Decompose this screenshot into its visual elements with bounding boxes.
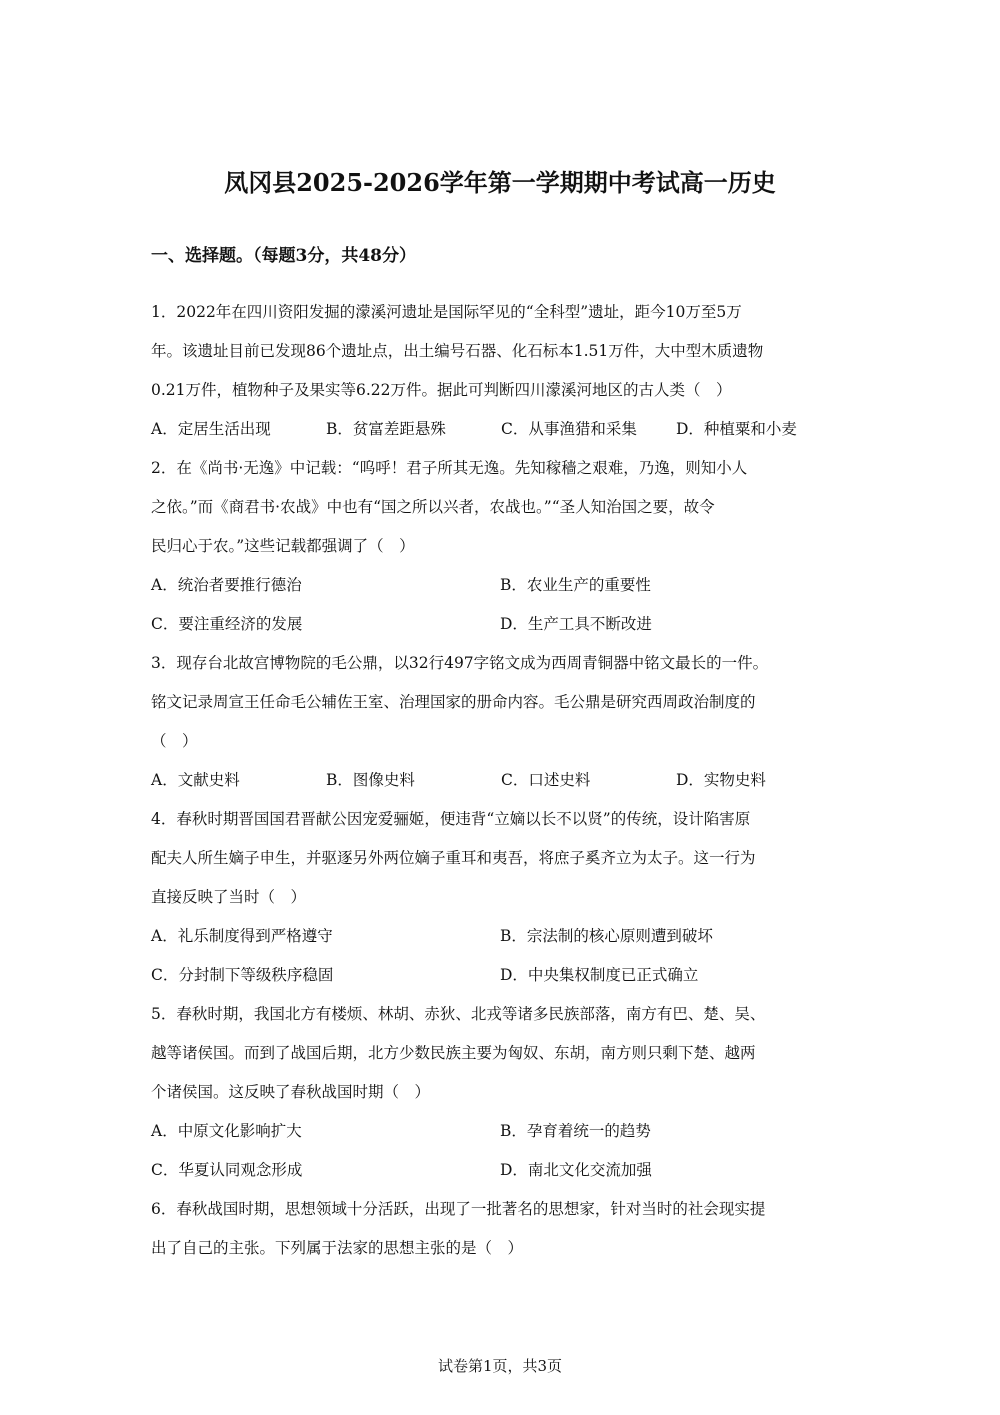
question-text-line: 6．春秋战国时期，思想领域十分活跃，出现了一批著名的思想家，针对当时的社会现实提 — [151, 1200, 766, 1218]
page-title: 凤冈县2025-2026学年第一学期期中考试高一历史 — [224, 168, 776, 197]
question-text-line: 年。该遗址目前已发现86个遗址点，出土编号石器、化石标本1.51万件，大中型木质遗物 — [151, 342, 764, 360]
option-row — [151, 1151, 851, 1190]
question-text-line: 2．在《尚书·无逸》中记载：“呜呼！君子所其无逸。先知稼穑之艰难，乃逸，则知小人 — [151, 459, 748, 477]
question-2 — [151, 449, 851, 644]
question-list — [151, 293, 851, 1268]
option-row — [151, 410, 851, 449]
option-a: A．文献史料 — [151, 771, 240, 789]
question-5 — [151, 995, 851, 1190]
option-a: A．中原文化影响扩大 — [151, 1122, 302, 1140]
option-b: B．贫富差距悬殊 — [326, 420, 446, 438]
option-row — [151, 1112, 851, 1151]
question-text-line: 直接反映了当时（ ） — [151, 888, 307, 906]
option-d: D．生产工具不断改进 — [500, 615, 652, 633]
question-1 — [151, 293, 851, 449]
option-b: B．图像史料 — [326, 771, 415, 789]
option-a: A．定居生活出现 — [151, 420, 271, 438]
option-d: D．南北文化交流加强 — [500, 1161, 652, 1179]
option-row — [151, 761, 851, 800]
option-row — [151, 566, 851, 605]
option-b: B．宗法制的核心原则遭到破坏 — [500, 927, 713, 945]
option-a: A．统治者要推行德治 — [151, 576, 302, 594]
question-4 — [151, 800, 851, 995]
option-d: D．实物史料 — [676, 771, 766, 789]
option-c: C．分封制下等级秩序稳固 — [151, 966, 334, 984]
question-text-line: 铭文记录周宣王任命毛公辅佐王室、治理国家的册命内容。毛公鼎是研究西周政治制度的 — [151, 693, 756, 711]
question-text-line: 民归心于农。”这些记载都强调了（ ） — [151, 537, 415, 555]
question-text-line: 配夫人所生嫡子申生，并驱逐另外两位嫡子重耳和夷吾，将庶子奚齐立为太子。这一行为 — [151, 849, 756, 867]
option-row — [151, 605, 851, 644]
question-6 — [151, 1190, 851, 1268]
question-text-line: 5．春秋时期，我国北方有楼烦、林胡、赤狄、北戎等诸多民族部落，南方有巴、楚、吴、 — [151, 1005, 766, 1023]
question-text-line: 3．现存台北故宫博物院的毛公鼎，以32行497字铭文成为西周青铜器中铭文最长的一件。 — [151, 654, 769, 672]
question-text-line: （ ） — [151, 732, 198, 750]
question-text-line: 之依。”而《商君书·农战》中也有“国之所以兴者，农战也。”“圣人知治国之要，故令 — [151, 498, 715, 516]
option-c: C．要注重经济的发展 — [151, 615, 303, 633]
option-d: D．种植粟和小麦 — [676, 420, 797, 438]
question-text-line: 出了自己的主张。下列属于法家的思想主张的是（ ） — [151, 1239, 524, 1257]
option-d: D．中央集权制度已正式确立 — [500, 966, 699, 984]
question-text-line: 4．春秋时期晋国国君晋献公因宠爱骊姬，便违背“立嫡以长不以贤”的传统，设计陷害原 — [151, 810, 751, 828]
option-c: C．从事渔猎和采集 — [501, 420, 637, 438]
option-a: A．礼乐制度得到严格遵守 — [151, 927, 333, 945]
section-heading: 一、选择题。（每题3分，共48分） — [151, 246, 416, 266]
option-c: C．华夏认同观念形成 — [151, 1161, 303, 1179]
question-text-line: 1．2022年在四川资阳发掘的濛溪河遗址是国际罕见的“全科型”遗址，距今10万至5万 — [151, 303, 742, 321]
question-text-line: 个诸侯国。这反映了春秋战国时期（ ） — [151, 1083, 431, 1101]
option-row — [151, 917, 851, 956]
option-c: C．口述史料 — [501, 771, 591, 789]
page-footer: 试卷第1页，共3页 — [437, 1357, 563, 1375]
question-3 — [151, 644, 851, 800]
question-text-line: 0.21万件，植物种子及果实等6.22万件。据此可判断四川濛溪河地区的古人类（ ） — [151, 381, 732, 399]
option-b: B．农业生产的重要性 — [500, 576, 651, 594]
option-b: B．孕育着统一的趋势 — [500, 1122, 651, 1140]
option-row — [151, 956, 851, 995]
question-text-line: 越等诸侯国。而到了战国后期，北方少数民族主要为匈奴、东胡，南方则只剩下楚、越两 — [151, 1044, 756, 1062]
